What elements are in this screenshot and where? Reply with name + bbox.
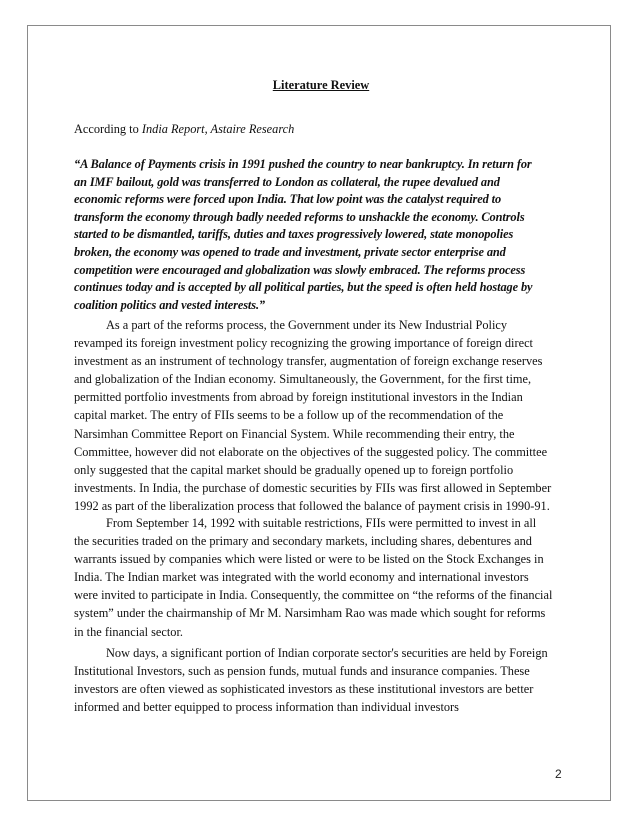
quotation-block bbox=[74, 156, 568, 314]
paragraph-line: revamped its foreign investment policy recognizing the growing importance of foreign direct bbox=[74, 336, 533, 351]
paragraph-line: permitted portfolio investments from abroad by foreign institutional investors in the Indian bbox=[74, 390, 523, 405]
paragraph-line: warrants issued by companies which were listed or were to be listed on the Stock Exchanges in bbox=[74, 552, 544, 567]
quote-line: coalition politics and vested interests.” bbox=[74, 297, 265, 312]
paragraph-line: India. The Indian market was integrated with the world economy and international investors bbox=[74, 570, 529, 585]
quote-line: economic reforms were forced upon India. That low point was the catalyst required to bbox=[74, 192, 502, 207]
paragraph-reforms bbox=[74, 316, 568, 515]
paragraph-line: investment as an instrument of technology transfer, augmentation of foreign exchange reserves bbox=[74, 354, 543, 369]
quote-line: broken, the economy was opened to trade and investment, private sector enterprise and bbox=[74, 244, 506, 259]
paragraph-line: the securities traded on the primary and secondary markets, including shares, debentures and bbox=[74, 534, 532, 549]
paragraph-line: Now days, a significant portion of Indian corporate sector's securities are held by Foreign bbox=[106, 646, 548, 660]
paragraph-september-1992 bbox=[74, 514, 568, 641]
paragraph-line: system” under the chairmanship of Mr M. Narsimham Rao was made which sought for reforms bbox=[74, 606, 546, 621]
quote-line: competition were encouraged and globalization was slowly embraced. The reforms process bbox=[74, 262, 526, 277]
paragraph-line: informed and better equipped to process information than individual investors bbox=[74, 700, 459, 715]
paragraph-line: As a part of the reforms process, the Government under its New Industrial Policy bbox=[106, 318, 508, 332]
paragraph-line: investors are often viewed as sophisticated investors as these institutional investors are better bbox=[74, 682, 534, 697]
paragraph-line: only suggested that the capital market should be gradually opened up to foreign portfolio bbox=[74, 462, 514, 477]
paragraph-line: investments. In India, the purchase of domestic securities by FIIs was first allowed in September bbox=[74, 480, 552, 495]
quote-line: an IMF bailout, gold was transferred to London as collateral, the rupee devalued and bbox=[74, 174, 500, 189]
paragraph-line: 1992 as part of the liberalization process that followed the balance of payment crisis in 1990-91. bbox=[74, 498, 550, 513]
paragraph-line: capital market. The entry of FIIs seems to be a follow up of the recommendation of the bbox=[74, 408, 504, 423]
page-title: Literature Review bbox=[272, 78, 370, 92]
quote-line: started to be dismantled, tariffs, duties and taxes progressively lowered, state monopolies bbox=[74, 227, 514, 242]
quote-line: “A Balance of Payments crisis in 1991 pushed the country to near bankruptcy. In return for bbox=[74, 157, 532, 171]
source-line bbox=[74, 122, 294, 137]
paragraph-line: Narsimhan Committee Report on Financial System. While recommending their entry, the bbox=[74, 426, 515, 441]
paragraph-now-days bbox=[74, 644, 568, 716]
paragraph-line: Committee, however did not elaborate on the objectives of the suggested policy. The committee bbox=[74, 444, 548, 459]
paragraph-line: and globalization of the Indian economy. Simultaneously, the Government, for the first time, bbox=[74, 372, 532, 387]
paragraph-line: in the financial sector. bbox=[74, 624, 183, 639]
paragraph-line: Institutional Investors, such as pension funds, mutual funds and insurance companies. These bbox=[74, 664, 530, 679]
page-number: 2 bbox=[555, 767, 562, 781]
paragraph-line: From September 14, 1992 with suitable restrictions, FIIs were permitted to invest in all bbox=[106, 516, 537, 530]
paragraph-line: were invited to participate in India. Consequently, the committee on “the reforms of the financial bbox=[74, 588, 553, 603]
source-prefix: According to bbox=[74, 122, 142, 136]
source-citation: India Report, Astaire Research bbox=[141, 122, 295, 136]
quote-line: continues today and is accepted by all political parties, but the speed is often held hostage by bbox=[74, 280, 533, 295]
quote-line: transform the economy through badly needed reforms to unshackle the economy. Controls bbox=[74, 209, 525, 224]
